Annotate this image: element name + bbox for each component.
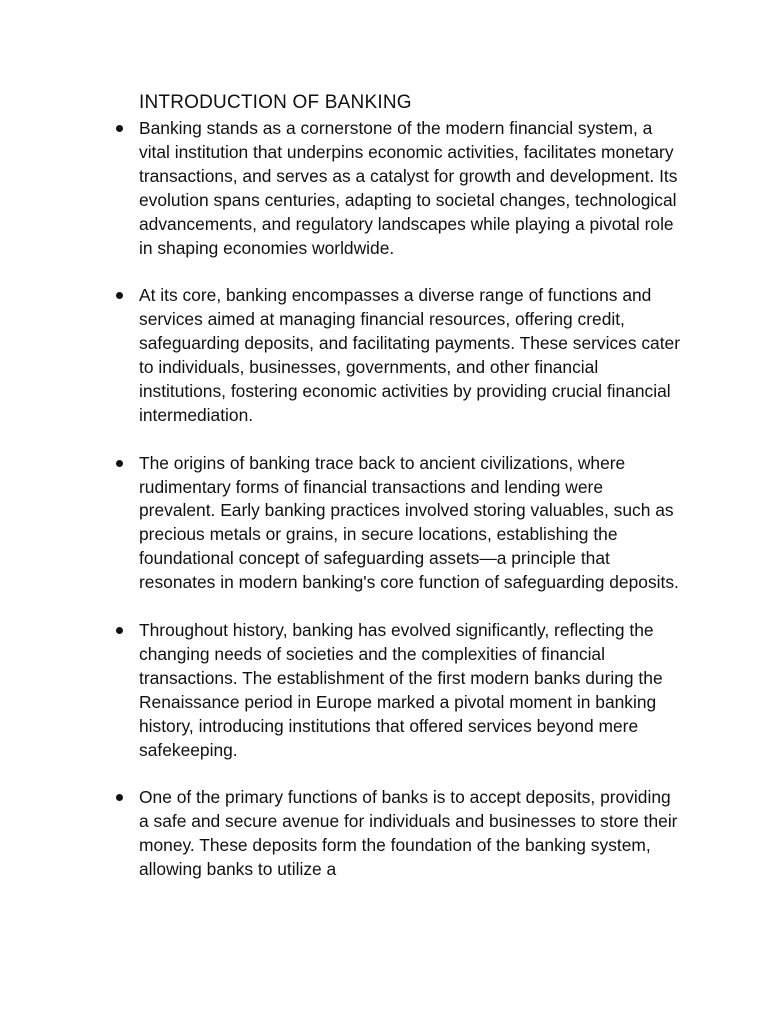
bullet-paragraph [139,284,684,427]
bullet-paragraph [139,452,684,595]
bullet-icon [116,794,123,801]
paragraph-text: The origins of banking trace back to ancient civilizations, where rudimentary forms of financial transactions and lending were prevalent. Early banking practices involved storing valuables, such as precious metals or grains, in secure locations, establishing the foundational concept of safeguarding assets—a principle that resonates in modern banking's core function of safeguarding deposits. [139,452,679,593]
bullet-list [139,117,684,906]
bullet-icon [116,125,123,132]
bullet-icon [116,627,123,634]
paragraph-text: Throughout history, banking has evolved significantly, reflecting the changing needs of societies and the complexities of financial transactions. The establishment of the first modern banks during the Renaissance period in Europe marked a pivotal moment in banking history, introducing institutions that offered services beyond mere safekeeping. [139,619,663,760]
document-title: INTRODUCTION OF BANKING [139,92,412,113]
bullet-icon [116,292,123,299]
bullet-icon [116,460,123,467]
paragraph-text: At its core, banking encompasses a diverse range of functions and services aimed at managing financial resources, offering credit, safeguarding deposits, and facilitating payments. These services cater to individuals, businesses, governments, and other financial institutions, fostering economic activities by providing crucial financial intermediation. [139,285,681,425]
bullet-paragraph [139,117,684,260]
bullet-paragraph [139,786,684,882]
bullet-paragraph [139,619,684,762]
paragraph-text: One of the primary functions of banks is to accept deposits, providing a safe and secure avenue for individuals and businesses to store their money. These deposits form the foundation of the banking system, allowing banks to utilize a [139,787,678,880]
paragraph-text: Banking stands as a cornerstone of the modern financial system, a vital institution that underpins economic activities, facilitates monetary transactions, and serves as a catalyst for growth and development. Its evolution spans centuries, adapting to societal changes, technological advancements, and regulatory landscapes while playing a pivotal role in shaping economies worldwide. [139,118,678,258]
